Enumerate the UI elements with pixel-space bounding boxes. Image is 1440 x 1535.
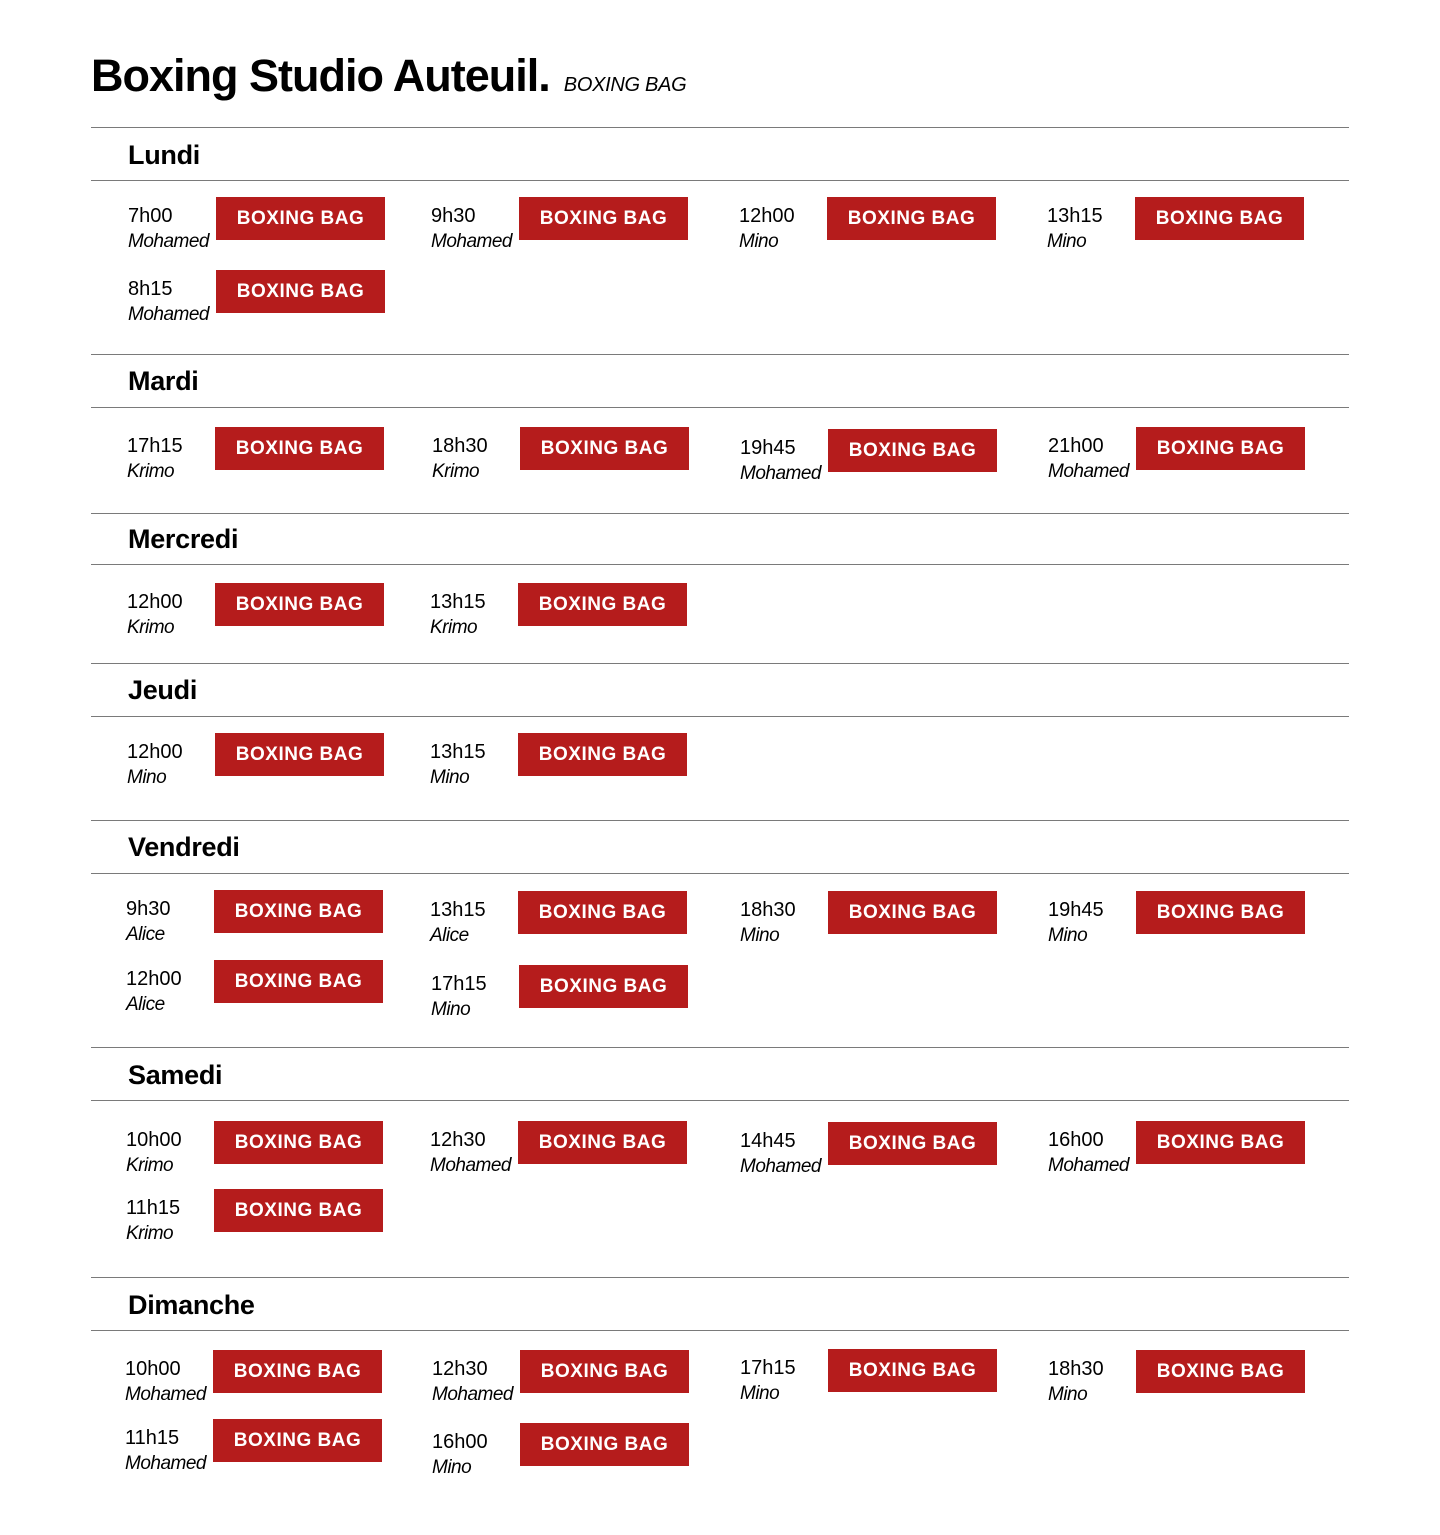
book-boxing-bag-button[interactable]: BOXING BAG <box>216 197 385 240</box>
session-item <box>430 1129 730 1199</box>
session-time: 13h15 <box>430 899 486 921</box>
book-boxing-bag-button[interactable]: BOXING BAG <box>828 1122 997 1165</box>
divider <box>91 1047 1349 1048</box>
divider <box>91 716 1349 717</box>
session-item <box>126 898 426 968</box>
session-coach: Mohamed <box>432 1384 513 1405</box>
session-item <box>740 1130 1040 1200</box>
session-coach: Mino <box>1048 1384 1088 1405</box>
session-item <box>128 205 428 275</box>
divider <box>91 873 1349 874</box>
page-header <box>91 50 686 102</box>
session-time: 12h00 <box>126 968 182 990</box>
session-time: 13h15 <box>430 741 486 763</box>
book-boxing-bag-button[interactable]: BOXING BAG <box>518 1121 687 1164</box>
session-coach: Mino <box>739 231 779 252</box>
book-boxing-bag-button[interactable]: BOXING BAG <box>1136 1121 1305 1164</box>
divider <box>91 180 1349 181</box>
session-coach: Mohamed <box>125 1384 206 1405</box>
day-title-jeudi: Jeudi <box>128 675 198 705</box>
session-item <box>740 899 1040 969</box>
book-boxing-bag-button[interactable]: BOXING BAG <box>827 197 996 240</box>
book-boxing-bag-button[interactable]: BOXING BAG <box>519 197 688 240</box>
book-boxing-bag-button[interactable]: BOXING BAG <box>518 733 687 776</box>
session-item <box>430 899 730 969</box>
session-coach: Mino <box>432 1457 472 1478</box>
book-boxing-bag-button[interactable]: BOXING BAG <box>1136 1350 1305 1393</box>
session-time: 10h00 <box>125 1358 181 1380</box>
session-item <box>126 1197 426 1267</box>
divider <box>91 407 1349 408</box>
book-boxing-bag-button[interactable]: BOXING BAG <box>214 1121 383 1164</box>
session-time: 11h15 <box>125 1427 180 1449</box>
book-boxing-bag-button[interactable]: BOXING BAG <box>214 890 383 933</box>
session-coach: Mino <box>1047 231 1087 252</box>
book-boxing-bag-button[interactable]: BOXING BAG <box>1136 891 1305 934</box>
divider <box>91 513 1349 514</box>
session-time: 18h30 <box>740 899 796 921</box>
session-item <box>127 591 427 661</box>
session-item <box>740 437 1040 507</box>
session-coach: Alice <box>126 924 165 945</box>
session-time: 14h45 <box>740 1130 796 1152</box>
session-time: 17h15 <box>127 435 183 457</box>
divider <box>91 127 1349 128</box>
session-coach: Mohamed <box>740 1156 821 1177</box>
session-time: 17h15 <box>431 973 487 995</box>
day-title-dimanche: Dimanche <box>128 1290 255 1320</box>
book-boxing-bag-button[interactable]: BOXING BAG <box>213 1419 382 1462</box>
session-coach: Krimo <box>126 1155 174 1176</box>
studio-name: Boxing Studio Auteuil. <box>91 50 550 101</box>
book-boxing-bag-button[interactable]: BOXING BAG <box>519 965 688 1008</box>
session-item <box>430 741 730 811</box>
session-time: 8h15 <box>128 278 173 300</box>
book-boxing-bag-button[interactable]: BOXING BAG <box>518 583 687 626</box>
book-boxing-bag-button[interactable]: BOXING BAG <box>828 891 997 934</box>
session-time: 21h00 <box>1048 435 1104 457</box>
session-item <box>740 1357 1040 1427</box>
session-item <box>125 1427 425 1497</box>
session-time: 19h45 <box>740 437 796 459</box>
session-item <box>432 1358 732 1428</box>
session-coach: Mino <box>431 999 471 1020</box>
session-time: 18h30 <box>432 435 488 457</box>
session-item <box>1048 1358 1348 1428</box>
book-boxing-bag-button[interactable]: BOXING BAG <box>828 429 997 472</box>
session-time: 19h45 <box>1048 899 1104 921</box>
session-item <box>128 278 428 348</box>
book-boxing-bag-button[interactable]: BOXING BAG <box>215 733 384 776</box>
session-item <box>1047 205 1347 275</box>
book-boxing-bag-button[interactable]: BOXING BAG <box>216 270 385 313</box>
session-time: 12h00 <box>127 741 183 763</box>
book-boxing-bag-button[interactable]: BOXING BAG <box>520 1423 689 1466</box>
session-item <box>431 973 731 1043</box>
session-item <box>1048 435 1348 505</box>
session-coach: Mohamed <box>128 304 209 325</box>
session-coach: Mino <box>127 767 167 788</box>
book-boxing-bag-button[interactable]: BOXING BAG <box>214 1189 383 1232</box>
book-boxing-bag-button[interactable]: BOXING BAG <box>518 891 687 934</box>
session-time: 12h00 <box>127 591 183 613</box>
session-coach: Mohamed <box>431 231 512 252</box>
session-coach: Mino <box>1048 925 1088 946</box>
session-coach: Mohamed <box>125 1453 206 1474</box>
session-coach: Krimo <box>127 461 175 482</box>
day-title-mercredi: Mercredi <box>128 524 239 554</box>
book-boxing-bag-button[interactable]: BOXING BAG <box>213 1350 382 1393</box>
day-title-mardi: Mardi <box>128 366 199 396</box>
session-time: 10h00 <box>126 1129 182 1151</box>
book-boxing-bag-button[interactable]: BOXING BAG <box>520 1350 689 1393</box>
session-time: 9h30 <box>431 205 476 227</box>
book-boxing-bag-button[interactable]: BOXING BAG <box>1135 197 1304 240</box>
session-time: 12h30 <box>432 1358 488 1380</box>
session-item <box>430 591 730 661</box>
session-coach: Krimo <box>432 461 480 482</box>
divider <box>91 1330 1349 1331</box>
day-title-samedi: Samedi <box>128 1060 223 1090</box>
session-coach: Alice <box>126 994 165 1015</box>
session-time: 17h15 <box>740 1357 796 1379</box>
divider <box>91 1100 1349 1101</box>
session-coach: Krimo <box>430 617 478 638</box>
session-time: 18h30 <box>1048 1358 1104 1380</box>
session-time: 7h00 <box>128 205 173 227</box>
book-boxing-bag-button[interactable]: BOXING BAG <box>214 960 383 1003</box>
session-item <box>1048 1129 1348 1199</box>
session-coach: Mino <box>740 1383 780 1404</box>
session-item <box>739 205 1039 275</box>
book-boxing-bag-button[interactable]: BOXING BAG <box>520 427 689 470</box>
session-time: 13h15 <box>1047 205 1103 227</box>
session-coach: Krimo <box>126 1223 174 1244</box>
book-boxing-bag-button[interactable]: BOXING BAG <box>828 1349 997 1392</box>
session-time: 13h15 <box>430 591 486 613</box>
session-coach: Mohamed <box>1048 1155 1129 1176</box>
session-time: 11h15 <box>126 1197 181 1219</box>
divider <box>91 663 1349 664</box>
session-item <box>127 741 427 811</box>
session-coach: Krimo <box>127 617 175 638</box>
session-item <box>1048 899 1348 969</box>
session-item <box>127 435 427 505</box>
class-subtitle: BOXING BAG <box>563 74 687 96</box>
divider <box>91 564 1349 565</box>
session-time: 16h00 <box>1048 1129 1104 1151</box>
session-item <box>126 968 426 1038</box>
session-coach: Alice <box>430 925 469 946</box>
session-time: 12h00 <box>739 205 795 227</box>
session-time: 12h30 <box>430 1129 486 1151</box>
session-coach: Mino <box>740 925 780 946</box>
session-coach: Mohamed <box>1048 461 1129 482</box>
book-boxing-bag-button[interactable]: BOXING BAG <box>215 583 384 626</box>
session-coach: Mohamed <box>430 1155 511 1176</box>
session-item <box>432 1431 732 1501</box>
book-boxing-bag-button[interactable]: BOXING BAG <box>215 427 384 470</box>
session-time: 16h00 <box>432 1431 488 1453</box>
divider <box>91 354 1349 355</box>
divider <box>91 820 1349 821</box>
day-title-vendredi: Vendredi <box>128 832 240 862</box>
book-boxing-bag-button[interactable]: BOXING BAG <box>1136 427 1305 470</box>
session-item <box>431 205 731 275</box>
session-coach: Mino <box>430 767 470 788</box>
day-title-lundi: Lundi <box>128 140 200 170</box>
session-time: 9h30 <box>126 898 171 920</box>
divider <box>91 1277 1349 1278</box>
session-item <box>432 435 732 505</box>
session-coach: Mohamed <box>128 231 209 252</box>
session-coach: Mohamed <box>740 463 821 484</box>
session-item <box>125 1358 425 1428</box>
